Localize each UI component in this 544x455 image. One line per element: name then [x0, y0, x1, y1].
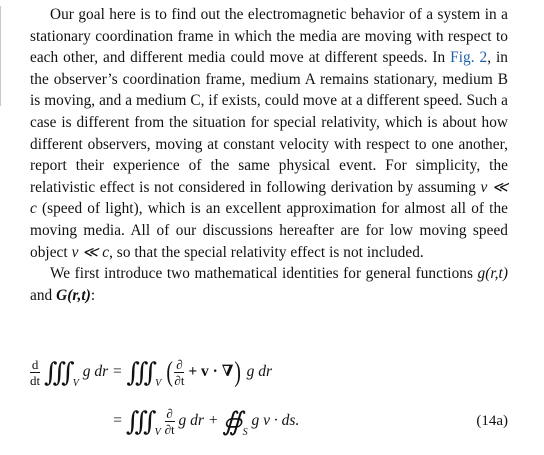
- time-derivative: $\frac{d}{dt}$: [30, 357, 41, 388]
- volume-integral-symbol-2: ∭: [125, 406, 151, 436]
- right-paren: ): [234, 356, 242, 388]
- function-G: G(r,t): [56, 286, 91, 304]
- volume-integral-symbol-rhs: ∭: [126, 357, 152, 387]
- volume-subscript-2: V: [154, 427, 161, 439]
- article-body: [30, 4, 508, 306]
- volume-subscript: V: [72, 378, 79, 390]
- para1-text-d: , so that the special relativity effect is not included.: [109, 243, 424, 261]
- advection-term: + v · ∇: [188, 363, 234, 381]
- volume-integral-symbol: ∭: [44, 357, 69, 387]
- rhs2-integrand: g dr +: [178, 412, 219, 430]
- paragraph-motivation: [30, 4, 508, 263]
- surface-subscript: S: [242, 427, 248, 439]
- margin-rule: [0, 6, 1, 106]
- condition-v-c-2: v ≪ c: [71, 243, 110, 261]
- para1-text-b: , in the observer’s coordination frame, medium A remains stationary, medium B is moving, and a medium C, if exists, could move at a different speed. Such a case is different from the situation for special relativity, which is about how different observers, moving at constant velocity with respect to one another, report their experience of the same physical event. For simplicity, the relativistic effect is not considered in following derivation by assuming: [30, 49, 508, 196]
- equation-line-1: [30, 358, 508, 389]
- para1-text-a: Our goal here is to find out the electromagnetic behavior of a system in a stationary coordination frame in which the media are moving with respect to each other, and different media could move at different speeds. In: [30, 6, 508, 67]
- para1-text-c: (speed of light), which is an excellent approximation for almost all of the moving media. All of our discussions hereafter are for low moving speed object: [30, 200, 508, 261]
- surface-integral-symbol: ∯: [222, 406, 243, 436]
- equals-sign: =: [113, 412, 122, 430]
- rhs1-integrand: g dr: [246, 363, 273, 381]
- figure-2-link[interactable]: Fig. 2: [450, 49, 488, 67]
- partial-derivative-2: $\frac{\partial}{\partial t}$: [164, 406, 175, 437]
- paragraph-identities: [30, 263, 508, 306]
- partial-derivative: $\frac{\partial}{\partial t}$: [174, 357, 185, 388]
- left-paren: (: [166, 356, 174, 388]
- volume-subscript-rhs: V: [155, 378, 162, 390]
- lhs-integrand: g dr =: [82, 363, 123, 381]
- function-g: g(r,t): [477, 265, 508, 283]
- para2-and: and: [30, 286, 57, 304]
- para2-colon: :: [90, 286, 96, 304]
- equation-line-2: [30, 407, 508, 438]
- equation-number: (14a): [476, 413, 508, 429]
- condition-v-c-1: v ≪ c: [30, 178, 509, 218]
- surface-term: g v · ds.: [251, 412, 300, 430]
- para2-text: We first introduce two mathematical identities for general functions: [50, 265, 478, 283]
